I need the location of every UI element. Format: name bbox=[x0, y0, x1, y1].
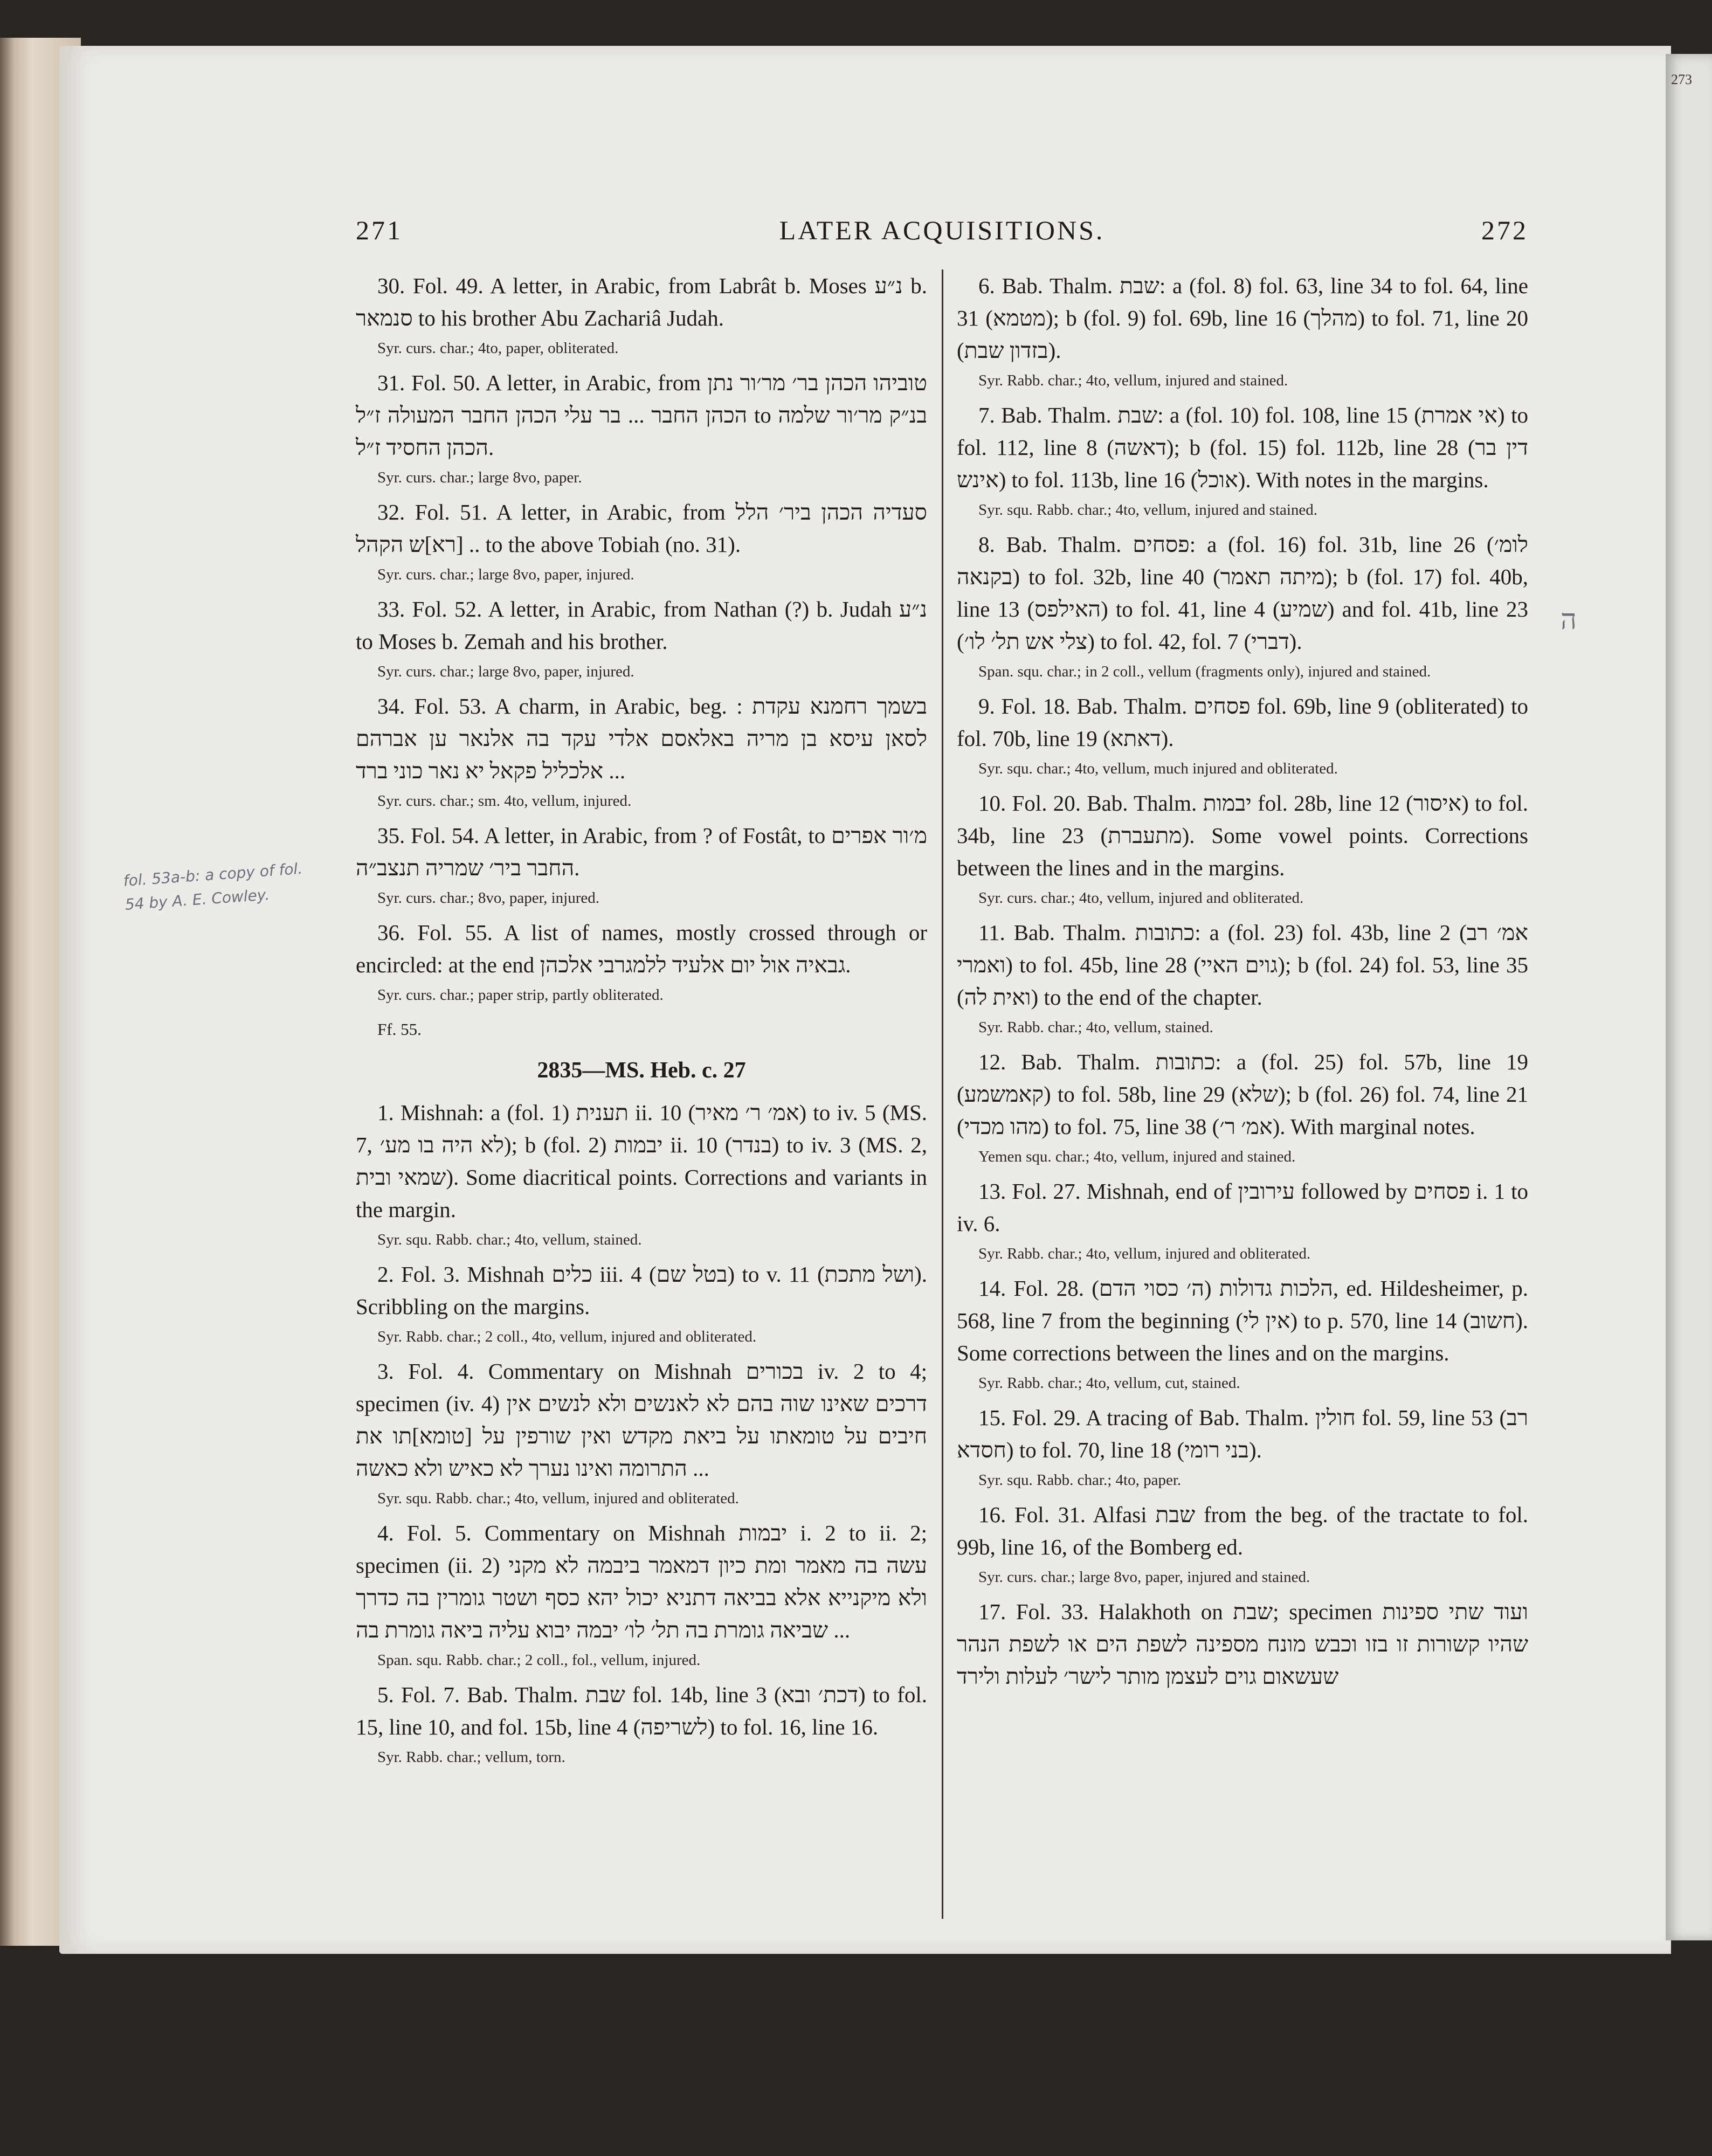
catalogue-entry bbox=[356, 1678, 927, 1768]
handwritten-margin-note: fol. 53a-b: a copy of fol. 54 by A. E. Cowley. bbox=[122, 859, 303, 914]
entry-note: Syr. curs. char.; large 8vo, paper, injured and stained. bbox=[978, 1568, 1310, 1586]
entry-text: 35. Fol. 54. A letter, in Arabic, from ? of Fostât, to מ׳ור אפרים החבר ביר׳ שמריה תנצב״ה. bbox=[356, 823, 927, 880]
entry-note: Syr. curs. char.; 4to, vellum, injured and obliterated. bbox=[978, 889, 1304, 907]
entry-text: 11. Bab. Thalm. כתובות: a (fol. 23) fol. 43b, line 2 (אמ׳ רב ואמרי) to fol. 45b, line 28 (גוים האיי); b (fol. 24) fol. 53, line 35 (ואית לה) to the end of the chapter. bbox=[957, 920, 1528, 1010]
catalogue-entry bbox=[356, 593, 927, 682]
entry-note: Syr. curs. char.; large 8vo, paper, injured. bbox=[377, 663, 634, 680]
catalogue-entry bbox=[356, 1096, 927, 1250]
entry-text: 1. Mishnah: a (fol. 1) תענית ii. 10 (אמ׳ ר׳ מאיר) to iv. 5 (MS. 7, לא היה בו מע׳); b (fol. 2) יבמות ii. 10 (בנדר) to iv. 3 (MS. 2, שמאי ובית). Some diacritical points. Corrections and variants in the margin. bbox=[356, 1100, 928, 1222]
entry-note: Syr. Rabb. char.; 4to, vellum, cut, stained. bbox=[978, 1374, 1240, 1392]
running-header bbox=[356, 215, 1528, 247]
entry-note: Syr. curs. char.; sm. 4to, vellum, injured. bbox=[377, 792, 632, 810]
folio-count: Ff. 55. bbox=[377, 1020, 422, 1039]
entry-note: Syr. squ. Rabb. char.; 4to, paper. bbox=[978, 1471, 1182, 1489]
entry-text: 30. Fol. 49. A letter, in Arabic, from Labrât b. Moses נ״ע b. סנמאר to his brother Abu Zachariâ Judah. bbox=[356, 273, 927, 330]
entry-note: Span. squ. Rabb. char.; 2 coll., fol., vellum, injured. bbox=[377, 1651, 701, 1669]
entry-text: 34. Fol. 53. A charm, in Arabic, beg. : בשמך רחמנא עקדת לסאן עיסא בן מריה באלאסם אלדי עקד בה אלנאר ען אברהם אלכליל פקאל יא נאר כוני ברד ... bbox=[356, 694, 927, 783]
catalogue-entry bbox=[957, 399, 1528, 521]
entry-text: 32. Fol. 51. A letter, in Arabic, from סעדיה הכהן ביר׳ הלל [רא]ש הקהל .. to the above Tobiah (no. 31). bbox=[356, 500, 927, 557]
entry-text: 8. Bab. Thalm. פסחים: a (fol. 16) fol. 31b, line 26 (לומ׳ בקנאה) to fol. 32b, line 40 (מיתה תאמר); b (fol. 17) fol. 40b, line 13 (האילפס) to fol. 41, line 4 (שמיע) and fol. 41b, line 23 (צלי אש תל׳ לו׳) to fol. 42, fol. 7 (דברי). bbox=[957, 532, 1528, 654]
page-number-left: 271 bbox=[356, 215, 403, 245]
entry-note: Syr. curs. char.; large 8vo, paper. bbox=[377, 469, 582, 486]
catalogue-entry bbox=[356, 1258, 927, 1348]
facing-page-fragment bbox=[1666, 54, 1712, 1940]
entry-text: 6. Bab. Thalm. שבת: a (fol. 8) fol. 63, line 34 to fol. 64, line 31 (מטמא); b (fol. 9) fol. 69b, line 16 (מהלך) to fol. 71, line 20 (בזדון שבת). bbox=[957, 273, 1529, 363]
catalogue-entry bbox=[957, 528, 1528, 682]
entry-note: Syr. squ. Rabb. char.; 4to, vellum, injured and stained. bbox=[978, 501, 1318, 519]
catalogue-entry bbox=[356, 367, 927, 488]
catalogue-entry bbox=[356, 496, 927, 585]
entry-note: Syr. curs. char.; paper strip, partly obliterated. bbox=[377, 986, 664, 1004]
catalogue-entry bbox=[957, 1175, 1528, 1264]
catalogue-entry bbox=[957, 270, 1528, 391]
entry-note: Syr. squ. Rabb. char.; 4to, vellum, stained. bbox=[377, 1231, 642, 1248]
catalogue-entry bbox=[957, 787, 1528, 909]
entry-text: 12. Bab. Thalm. כתובות: a (fol. 25) fol. 57b, line 19 (קאמשמע) to fol. 58b, line 29 (שלא); b (fol. 26) fol. 74, line 21 (מהו מכדי) to fol. 75, line 38 (אמ׳ ר׳). With marginal notes. bbox=[957, 1049, 1528, 1139]
left-column bbox=[356, 270, 927, 1775]
entry-text: 15. Fol. 29. A tracing of Bab. Thalm. חולין fol. 59, line 53 (רב חסדא) to fol. 70, line 18 (בני רומי). bbox=[957, 1405, 1528, 1462]
catalogue-entry bbox=[356, 270, 927, 359]
entry-note: Syr. squ. char.; 4to, vellum, much injured and obliterated. bbox=[978, 760, 1338, 777]
facing-page-text: 273 bbox=[1671, 72, 1692, 87]
entry-text: 5. Fol. 7. Bab. Thalm. שבת fol. 14b, line 3 (דכת׳ ובא) to fol. 15, line 10, and fol. 15b, line 4 (לשריפה) to fol. 16, line 16. bbox=[356, 1682, 928, 1739]
entry-note: Syr. curs. char.; 4to, paper, obliterated. bbox=[377, 340, 619, 357]
catalogue-entry bbox=[957, 1498, 1528, 1588]
catalogue-entry bbox=[957, 690, 1528, 779]
entry-note: Syr. curs. char.; 8vo, paper, injured. bbox=[377, 889, 599, 907]
entry-note: Syr. Rabb. char.; 4to, vellum, injured and stained. bbox=[978, 372, 1288, 389]
entry-note: Span. squ. char.; in 2 coll., vellum (fragments only), injured and stained. bbox=[978, 663, 1431, 680]
catalogue-entry bbox=[957, 1272, 1528, 1394]
catalogue-entry bbox=[957, 1401, 1528, 1491]
right-column bbox=[957, 270, 1528, 1700]
catalogue-entry bbox=[356, 819, 927, 909]
entry-text: 13. Fol. 27. Mishnah, end of עירובין followed by פסחים i. 1 to iv. 6. bbox=[957, 1179, 1528, 1236]
entry-note: Yemen squ. char.; 4to, vellum, injured and stained. bbox=[978, 1148, 1296, 1165]
catalogue-entry bbox=[356, 690, 927, 812]
catalogue-entry bbox=[356, 1517, 927, 1671]
entry-note: Syr. Rabb. char.; 4to, vellum, injured and obliterated. bbox=[978, 1245, 1311, 1262]
catalogue-entry bbox=[957, 916, 1528, 1038]
catalogue-entry bbox=[957, 1046, 1528, 1167]
catalogue-entry bbox=[356, 1355, 927, 1509]
page-number-right: 272 bbox=[1481, 215, 1528, 245]
entry-note: Syr. curs. char.; large 8vo, paper, injured. bbox=[377, 566, 634, 583]
entry-note: Syr. squ. Rabb. char.; 4to, vellum, injured and obliterated. bbox=[377, 1490, 739, 1507]
entry-note: Syr. Rabb. char.; vellum, torn. bbox=[377, 1749, 565, 1766]
entry-text: 33. Fol. 52. A letter, in Arabic, from Nathan (?) b. Judah נ״ע to Moses b. Zemah and his brother. bbox=[356, 597, 927, 654]
entry-text: 2. Fol. 3. Mishnah כלים iii. 4 (בטל שם) to v. 11 (ושל מתכת). Scribbling on the margins. bbox=[356, 1262, 928, 1319]
entry-text: 36. Fol. 55. A list of names, mostly crossed through or encircled: at the end גבאיה אול יום אלעיד ללמגרבי אלכהן. bbox=[356, 920, 927, 977]
catalogue-entry bbox=[356, 916, 927, 1006]
entry-text: 14. Fol. 28. הלכות גדולות (ה׳ כסוי הדם), ed. Hildesheimer, p. 568, line 7 from the beginning (אין לי) to p. 570, line 14 (חשוב). Some corrections between the lines and on the margins. bbox=[957, 1276, 1529, 1365]
entry-text: 9. Fol. 18. Bab. Thalm. פסחים fol. 69b, line 9 (obliterated) to fol. 70b, line 19 (דאתא). bbox=[957, 694, 1528, 751]
catalogue-entry bbox=[957, 1595, 1528, 1692]
entry-text: 4. Fol. 5. Commentary on Mishnah יבמות i. 2 to ii. 2; specimen (ii. 2) עשה בה מאמר ומת כיון דמאמר ביבמה לא מקני ולא מיקנייא אלא בביאה דתניא יכול יהא כסף ושטר גומרין בה כדרך שביאה גומרת בה תל׳ לו׳ יבמה יבוא עליה ביאה גומרת בה ... bbox=[356, 1521, 928, 1642]
entry-text: 10. Fol. 20. Bab. Thalm. יבמות fol. 28b, line 12 (איסור) to fol. 34b, line 23 (מתעברת). Some vowel points. Corrections between the lines and in the margins. bbox=[957, 791, 1529, 880]
handwritten-margin-mark: ה bbox=[1561, 604, 1577, 636]
page-title: LATER ACQUISITIONS. bbox=[779, 215, 1105, 245]
entry-text: 3. Fol. 4. Commentary on Mishnah בכורים iv. 2 to 4; specimen (iv. 4) דרכים שאינו שוה בהם לא לאנשים ולא לנשים אין חיבים על טומאתו על ביאת מקדש ואין שורפין על [טומא]תו את התרומה ואינו נערך לא כאיש ולא כאשה ... bbox=[356, 1359, 927, 1481]
entry-note: Syr. Rabb. char.; 2 coll., 4to, vellum, injured and obliterated. bbox=[377, 1328, 757, 1345]
entry-text: 17. Fol. 33. Halakhoth on שבת; specimen ועוד שתי ספינות שהיו קשורות זו בזו וכבש מונח מספינה לשפת הים או לשפת הנהר שעשאום גוים לעצמן מותר לישר׳ לעלות ולירד bbox=[957, 1599, 1528, 1689]
entry-text: 7. Bab. Thalm. שבת: a (fol. 10) fol. 108, line 15 (אי אמרת) to fol. 112, line 8 (דאשה); b (fol. 15) fol. 112b, line 28 (דין בר אינש) to fol. 113b, line 16 (אוכל). With notes in the margins. bbox=[957, 403, 1529, 492]
manuscript-heading: 2835—MS. Heb. c. 27 bbox=[537, 1058, 746, 1083]
entry-text: 16. Fol. 31. Alfasi שבת from the beg. of the tractate to fol. 99b, line 16, of the Bomberg ed. bbox=[957, 1502, 1528, 1559]
column-divider bbox=[942, 270, 943, 1919]
entry-text: 31. Fol. 50. A letter, in Arabic, from טוביהו הכהן בר׳ מר׳ור נתן הכהן החבר ... בר עלי הכהן החבר המעולה ז״ל to בנ״ק מר׳ור שלמה הכהן החסיד ז״ל. bbox=[356, 370, 927, 460]
entry-note: Syr. Rabb. char.; 4to, vellum, stained. bbox=[978, 1019, 1213, 1036]
